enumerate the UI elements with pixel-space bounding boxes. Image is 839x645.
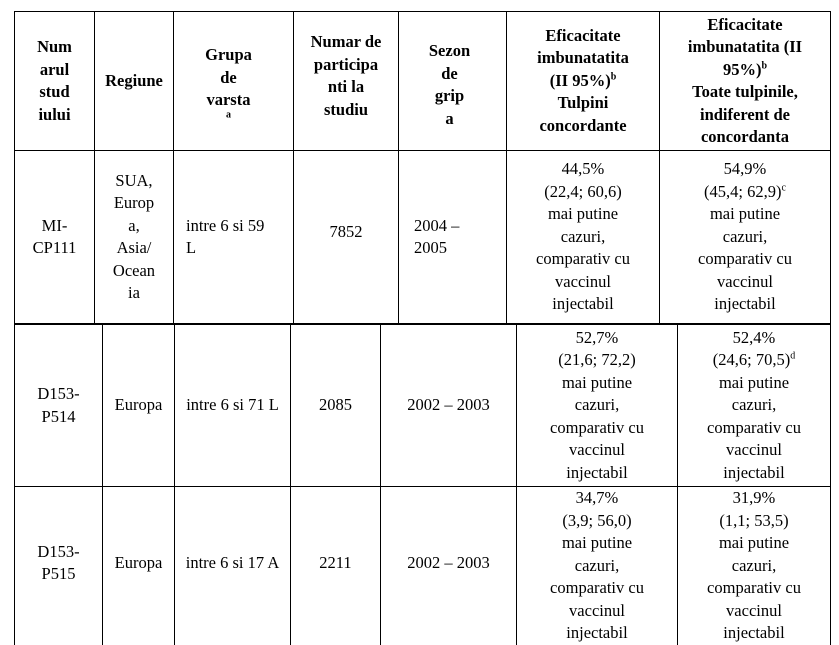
- cell-lines: [37, 383, 79, 428]
- header-text-part: 95%): [722, 59, 762, 79]
- cell-lines: [186, 215, 264, 260]
- cell-text: 2211: [319, 552, 352, 572]
- cell-text: mai putine: [709, 204, 781, 224]
- row3-study: [15, 487, 102, 645]
- cell-text: CP111: [32, 238, 77, 257]
- cell-text: 2002 – 2003: [407, 395, 490, 415]
- cell-lines: [113, 170, 155, 305]
- cell-text: mai putine: [561, 372, 633, 392]
- header-efficacy-all-strains: [660, 12, 830, 150]
- header-text: grip: [434, 86, 465, 105]
- cell-text: 54,9%: [723, 159, 767, 179]
- header-text: imbunatatita (II: [687, 37, 803, 56]
- header-lines: [37, 36, 72, 126]
- cell-text: L: [186, 238, 197, 257]
- cell-text: mai putine: [718, 533, 790, 552]
- cell-text: comparativ cu: [698, 249, 792, 269]
- header-text: Numar de: [310, 32, 382, 51]
- cell-lines: [707, 487, 801, 645]
- cell-text: (22,4; 60,6): [544, 181, 622, 201]
- header-participants: [294, 12, 398, 150]
- header-lines: [205, 36, 252, 126]
- header-study-number: [15, 12, 94, 150]
- cell-text: 34,7%: [575, 488, 619, 507]
- row2-region: [103, 325, 174, 486]
- header-text: Regiune: [105, 71, 163, 90]
- header-text: indiferent de: [699, 104, 790, 124]
- row3-participants: [291, 487, 380, 645]
- header-region: [95, 12, 173, 150]
- row2-age: [175, 325, 290, 486]
- row3-region: [103, 487, 174, 645]
- cell-text: Europ: [113, 193, 155, 212]
- cell-text: vaccinul: [726, 600, 782, 620]
- cell-text: comparativ cu: [707, 578, 801, 597]
- cell-text: [698, 181, 792, 204]
- header-age-group: [174, 12, 293, 150]
- cell-text: intre 6 si 17 A: [185, 552, 280, 572]
- cell-text: cazuri,: [722, 226, 768, 246]
- cell-text: (3,9; 56,0): [562, 510, 632, 530]
- cell-text: intre 6 si 71 L: [186, 395, 279, 415]
- cell-text: cazuri,: [574, 555, 620, 575]
- header-text: Tulpini: [557, 93, 609, 113]
- cell-lines: [33, 215, 77, 260]
- cell-text: 2004 –: [414, 215, 460, 235]
- cell-text: vaccinul: [555, 271, 611, 291]
- row2-efficacy-all: [678, 325, 830, 486]
- cell-text: 52,7%: [575, 327, 619, 347]
- header-flu-season: [399, 12, 506, 150]
- header-text: iului: [38, 104, 71, 124]
- cell-text: 7852: [329, 221, 363, 241]
- footnote-b: b: [610, 71, 617, 83]
- cell-text: cazuri,: [731, 395, 777, 415]
- footnote-b: b: [761, 60, 768, 71]
- cell-text-part: (45,4; 62,9): [704, 181, 782, 201]
- footnote-c: c: [781, 182, 786, 194]
- cell-text: P514: [41, 406, 76, 426]
- cell-text: Europa: [114, 552, 163, 572]
- header-text: Grupa: [205, 45, 252, 65]
- header-text: [537, 70, 629, 93]
- footnote-d: d: [790, 350, 796, 362]
- header-text: concordanta: [700, 127, 789, 146]
- header-footnote-marker: [205, 109, 252, 126]
- cell-text: [707, 349, 801, 372]
- cell-text: comparativ cu: [707, 417, 801, 437]
- header-text: Sezon: [428, 41, 471, 60]
- cell-text: comparativ cu: [550, 578, 644, 597]
- cell-text: 44,5%: [561, 159, 605, 179]
- cell-text: Europa: [114, 395, 163, 415]
- header-text: arul: [39, 59, 70, 79]
- row3-efficacy-matching: [517, 487, 677, 645]
- row2-season: [381, 325, 516, 486]
- cell-text: injectabil: [566, 462, 628, 482]
- header-text: Num: [37, 37, 72, 56]
- row1-participants: [294, 151, 398, 323]
- header-lines: [311, 31, 382, 121]
- row1-region: [95, 151, 173, 323]
- cell-text: cazuri,: [731, 555, 777, 575]
- cell-lines: [550, 327, 644, 485]
- cell-text-part: (24,6; 70,5): [712, 350, 791, 370]
- header-text: Eficacitate: [545, 25, 621, 45]
- header-text: participa: [313, 54, 379, 74]
- row3-season: [381, 487, 516, 645]
- header-text: de: [441, 63, 458, 83]
- cell-text: injectabil: [723, 623, 785, 642]
- cell-lines: [707, 327, 801, 485]
- header-text: varsta: [206, 90, 251, 110]
- cell-text: a,: [128, 215, 140, 235]
- cell-text: injectabil: [714, 294, 776, 314]
- cell-text: vaccinul: [569, 440, 625, 460]
- cell-text: 2085: [319, 395, 352, 415]
- cell-lines: [536, 158, 630, 316]
- cell-text: 31,9%: [732, 488, 776, 507]
- cell-text: mai putine: [718, 372, 790, 392]
- row2-study: [15, 325, 102, 486]
- cell-text: Ocean: [112, 260, 156, 280]
- cell-text: mai putine: [547, 204, 619, 224]
- cell-text: SUA,: [115, 170, 153, 190]
- header-text: [688, 59, 802, 82]
- header-text: studiu: [323, 99, 369, 119]
- header-lines: [537, 25, 629, 138]
- cell-text: (21,6; 72,2): [558, 350, 636, 370]
- header-text: nti la: [327, 77, 365, 96]
- footnote-a: a: [225, 109, 231, 121]
- cell-text: 2002 – 2003: [407, 552, 490, 572]
- row1-efficacy-matching: [507, 151, 659, 323]
- cell-text: 2005: [414, 238, 447, 257]
- cell-text: injectabil: [723, 462, 785, 482]
- cell-text: P515: [41, 564, 76, 583]
- cell-text: 52,4%: [732, 327, 776, 347]
- row2-participants: [291, 325, 380, 486]
- cell-text: vaccinul: [569, 600, 625, 620]
- header-text: imbunatatita: [537, 48, 629, 68]
- cell-text: cazuri,: [560, 226, 606, 246]
- row1-season: [399, 151, 506, 323]
- header-lines: [688, 14, 802, 149]
- cell-lines: [698, 158, 792, 316]
- cell-text: D153-: [37, 541, 80, 561]
- header-text: de: [220, 67, 237, 87]
- cell-text: mai putine: [561, 533, 633, 552]
- row1-efficacy-all: [660, 151, 830, 323]
- cell-text: injectabil: [566, 623, 628, 642]
- header-text: Eficacitate: [707, 14, 783, 34]
- cell-text: cazuri,: [574, 395, 620, 415]
- cell-text: ia: [128, 283, 140, 302]
- row2-efficacy-matching: [517, 325, 677, 486]
- header-efficacy-matching: [507, 12, 659, 150]
- header-text-part: (II 95%): [549, 70, 611, 90]
- cell-text: comparativ cu: [536, 249, 630, 269]
- cell-lines: [414, 215, 459, 260]
- table-border-right: [830, 11, 831, 645]
- cell-text: vaccinul: [717, 271, 773, 291]
- cell-text: MI-: [41, 215, 68, 235]
- row1-age: [174, 151, 293, 323]
- cell-text: (1,1; 53,5): [719, 510, 789, 530]
- cell-lines: [37, 541, 79, 586]
- cell-text: Asia/: [116, 238, 152, 257]
- cell-lines: [550, 487, 644, 645]
- cell-text: intre 6 si 59: [186, 215, 265, 235]
- cell-text: vaccinul: [726, 440, 782, 460]
- row3-efficacy-all: [678, 487, 830, 645]
- cell-text: comparativ cu: [550, 417, 644, 437]
- header-lines: [429, 32, 470, 130]
- header-text: stud: [39, 82, 70, 101]
- row1-study: [15, 151, 94, 323]
- header-text: Toate tulpinile,: [692, 82, 798, 101]
- header-text: concordante: [539, 115, 627, 135]
- cell-text: injectabil: [552, 294, 614, 314]
- row3-age: [175, 487, 290, 645]
- cell-text: D153-: [37, 384, 80, 403]
- header-text: a: [445, 108, 454, 128]
